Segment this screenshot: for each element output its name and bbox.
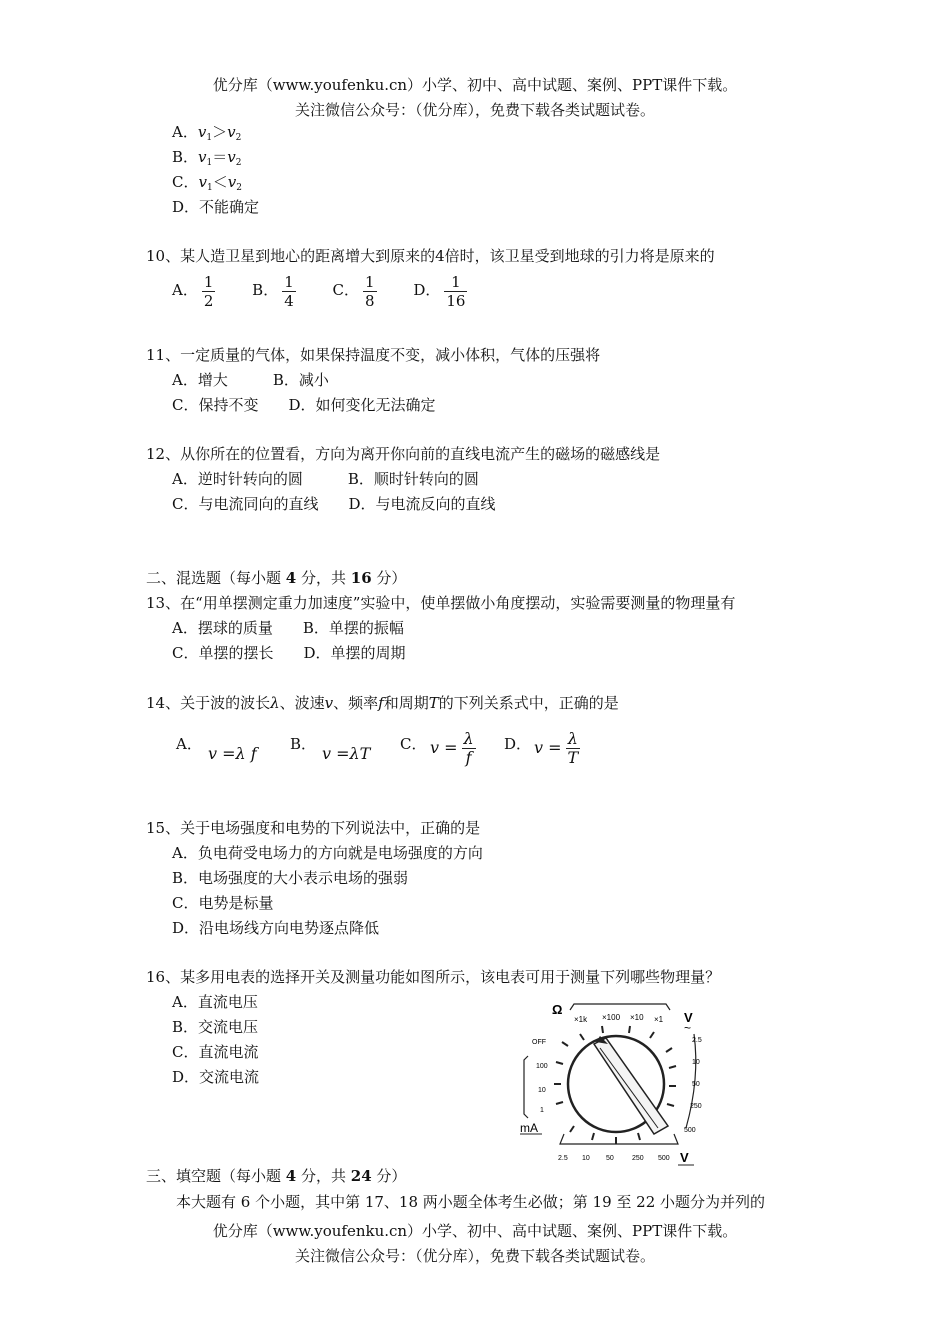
dcv-tick-50: 50 bbox=[606, 1155, 614, 1162]
acv-tick-50: 50 bbox=[692, 1081, 700, 1088]
dcv-tick-2-5: 2.5 bbox=[558, 1155, 568, 1162]
acv-tick-10: 10 bbox=[692, 1059, 700, 1066]
acv-tick-500: 500 bbox=[684, 1127, 696, 1134]
q14-option-a-formula: v =λ f bbox=[208, 744, 257, 763]
q15-stem: 15、关于电场强度和电势的下列说法中，正确的是 bbox=[146, 819, 481, 837]
header-line-1: 优分库（www.youfenku.cn）小学、初中、高中试题、案例、PPT课件下载。 bbox=[212, 76, 738, 94]
section-3-description: 本大题有 6 个小题，其中第 17、18 两小题全体考生必做；第 19 至 22 小题分为并列的 bbox=[176, 1193, 766, 1211]
dial-tick bbox=[592, 1133, 594, 1140]
ma-bracket bbox=[524, 1056, 528, 1118]
ohm-x1k-label: ×1k bbox=[574, 1015, 588, 1024]
q16-option-c: C．直流电流 bbox=[172, 1043, 259, 1061]
q12-options-row-2: C．与电流同向的直线 D．与电流反向的直线 bbox=[172, 495, 496, 513]
ohm-x100-label: ×100 bbox=[602, 1013, 621, 1022]
dial-tick bbox=[629, 1026, 630, 1033]
footer-line-2: 关注微信公众号：（优分库），免费下载各类试题试卷。 bbox=[294, 1247, 655, 1265]
q9-option-c: C．$v_1<v_2$ bbox=[172, 173, 242, 193]
acv-symbol: V bbox=[684, 1010, 693, 1025]
header-line-2: 关注微信公众号：（优分库），免费下载各类试题试卷。 bbox=[294, 101, 655, 119]
acv-tilde-icon: ~ bbox=[684, 1021, 692, 1035]
dcv-tick-10: 10 bbox=[582, 1155, 590, 1162]
off-label: OFF bbox=[532, 1039, 546, 1046]
q16-option-d: D．交流电流 bbox=[172, 1068, 260, 1086]
dial-tick bbox=[570, 1126, 574, 1132]
q10-stem: 10、某人造卫星到地心的距离增大到原来的4倍时，该卫星受到地球的引力将是原来的 bbox=[146, 247, 715, 265]
q13-options-row-2: C．单摆的摆长 D．单摆的周期 bbox=[172, 644, 406, 662]
section-3-heading: 三、填空题（每小题 4 分，共 24 分） bbox=[146, 1167, 407, 1185]
dial-tick bbox=[556, 1062, 563, 1064]
ma-tick-10: 10 bbox=[538, 1087, 546, 1094]
q15-option-c: C．电势是标量 bbox=[172, 894, 274, 912]
q14-option-c-formula: v = $\frac{\lambda}{f}$ bbox=[430, 729, 474, 767]
ohm-x1-label: ×1 bbox=[654, 1015, 664, 1024]
ma-symbol: mA bbox=[520, 1121, 538, 1135]
multimeter-selector-figure bbox=[516, 998, 716, 1170]
ohm-bracket bbox=[570, 1004, 670, 1010]
dcv-tick-500: 500 bbox=[658, 1155, 670, 1162]
acv-tick-2-5: 2.5 bbox=[692, 1037, 702, 1044]
dial-tick bbox=[650, 1032, 654, 1038]
q14-option-d-letter: D． bbox=[504, 735, 532, 753]
dcv-tick-250: 250 bbox=[632, 1155, 644, 1162]
dcv-bracket bbox=[560, 1134, 678, 1144]
dial-tick bbox=[667, 1104, 674, 1106]
q16-option-b: B．交流电压 bbox=[172, 1018, 259, 1036]
q10-options: A． $\frac{1}{2}$ B． $\frac{1}{4}$ C． $\frac{1}{8}$ D． $\frac{1}{16}$ bbox=[172, 272, 466, 310]
dial-tick bbox=[556, 1102, 563, 1104]
q16-stem: 16、某多用电表的选择开关及测量功能如图所示，该电表可用于测量下列哪些物理量？ bbox=[146, 968, 721, 986]
ohm-x10-label: ×10 bbox=[630, 1013, 644, 1022]
acv-tick-250: 250 bbox=[690, 1103, 702, 1110]
q12-stem: 12、从你所在的位置看，方向为离开你向前的直线电流产生的磁场的磁感线是 bbox=[146, 445, 661, 463]
ma-tick-100: 100 bbox=[536, 1063, 548, 1070]
dial-tick bbox=[580, 1034, 584, 1040]
q13-stem: 13、在“用单摆测定重力加速度”实验中，使单摆做小角度摆动，实验需要测量的物理量有 bbox=[146, 594, 736, 612]
q14-option-d-formula: v = $\frac{\lambda}{T}$ bbox=[534, 729, 579, 767]
dcv-symbol: V bbox=[680, 1150, 689, 1165]
q11-options-row-1: A．增大 B．减小 bbox=[172, 371, 329, 389]
q9-option-d: D．不能确定 bbox=[172, 198, 260, 216]
q11-options-row-2: C．保持不变 D．如何变化无法确定 bbox=[172, 396, 436, 414]
q14-option-b-formula: v =λT bbox=[322, 744, 371, 763]
ma-tick-1: 1 bbox=[540, 1107, 544, 1114]
dial-tick bbox=[638, 1133, 640, 1140]
dial-tick bbox=[562, 1042, 568, 1046]
q11-stem: 11、一定质量的气体，如果保持温度不变，减小体积，气体的压强将 bbox=[146, 346, 601, 364]
footer-line-1: 优分库（www.youfenku.cn）小学、初中、高中试题、案例、PPT课件下载。 bbox=[212, 1222, 738, 1240]
q9-option-a: A．$v_1>v_2$ bbox=[172, 123, 242, 143]
q13-options-row-1: A．摆球的质量 B．单摆的振幅 bbox=[172, 619, 404, 637]
q14-option-b-letter: B． bbox=[290, 735, 317, 753]
dial-tick bbox=[669, 1066, 676, 1068]
q9-option-b: B．$v_1=v_2$ bbox=[172, 148, 242, 168]
q15-option-d: D．沿电场线方向电势逐点降低 bbox=[172, 919, 380, 937]
q14-option-c-letter: C． bbox=[400, 735, 427, 753]
dial-tick bbox=[602, 1026, 603, 1033]
q12-options-row-1: A．逆时针转向的圆 B．顺时针转向的圆 bbox=[172, 470, 479, 488]
dial-tick bbox=[666, 1048, 672, 1052]
q15-option-b: B．电场强度的大小表示电场的强弱 bbox=[172, 869, 409, 887]
q14-stem: 14、关于波的波长λ、波速v、频率f和周期T的下列关系式中，正确的是 bbox=[146, 694, 619, 712]
section-2-heading: 二、混选题（每小题 4 分，共 16 分） bbox=[146, 569, 407, 587]
q16-option-a: A．直流电压 bbox=[172, 993, 258, 1011]
ohm-symbol: Ω bbox=[552, 1002, 563, 1017]
q14-option-a-letter: A． bbox=[176, 735, 202, 753]
q15-option-a: A．负电荷受电场力的方向就是电场强度的方向 bbox=[172, 844, 483, 862]
